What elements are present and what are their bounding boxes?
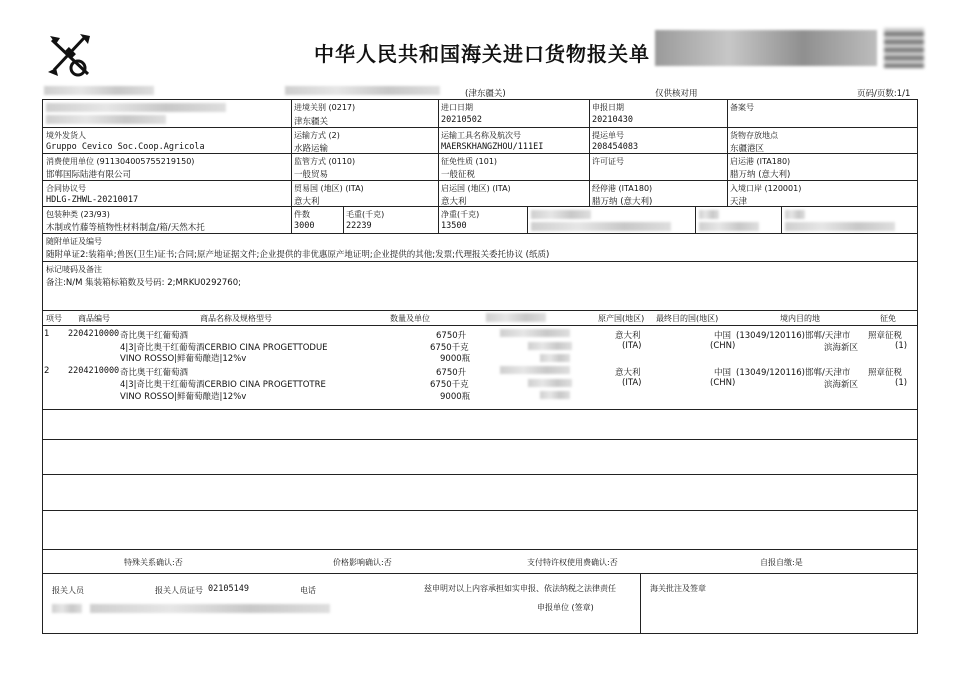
item-spec: 4|3|奇比奥干红葡萄酒CERBIO CINA PROGETTODUE (120, 343, 328, 353)
transport-value: 水路运输 (294, 144, 329, 154)
item-name: 奇比奥干红葡萄酒 (120, 368, 189, 378)
trade-country-value: 意大利 (294, 197, 320, 207)
redacted-price-3 (540, 354, 570, 362)
col-no: 项号 (46, 314, 62, 323)
item-qty-1: 6750升 (436, 331, 467, 341)
price-impact-confirm: 价格影响确认:否 (333, 558, 392, 567)
royalty-confirm: 支付特许权使用费确认:否 (527, 558, 618, 567)
page-indicator: 页码/页数:1/1 (857, 89, 911, 99)
gross-value: 22239 (346, 221, 372, 231)
col-dest: 最终目的国(地区) (656, 314, 719, 323)
qr-code-icon (884, 28, 924, 68)
item-code: 2204210000 (68, 329, 120, 339)
redacted-pre-entry-no (44, 86, 154, 95)
special-relation-confirm: 特殊关系确认:否 (124, 558, 183, 567)
marks-label: 标记唛码及备注 (46, 265, 102, 274)
storage-label: 货物存放地点 (730, 131, 778, 140)
record-no-label: 备案号 (730, 103, 754, 112)
via-port-label: 经停港 (ITA180) (592, 184, 653, 193)
redacted-consignee-2 (46, 115, 166, 124)
bl-label: 提运单号 (592, 131, 624, 140)
redacted-price-2 (528, 379, 572, 387)
col-domestic: 境内目的地 (780, 314, 820, 323)
phone-label: 电话 (300, 586, 316, 595)
pieces-value: 3000 (294, 221, 315, 231)
pieces-label: 件数 (294, 210, 310, 219)
origin-country-value: 意大利 (441, 197, 467, 207)
entry-port-value: 津东疆关 (294, 117, 329, 127)
redacted-consignee (46, 103, 226, 112)
col-levy: 征免 (880, 314, 896, 323)
item-qty-3: 9000瓶 (440, 392, 471, 402)
legal-statement: 兹申明对以上内容承担如实申报、依法纳税之法律责任 (424, 584, 616, 593)
net-value: 13500 (441, 221, 467, 231)
item-dest: 中国 (714, 331, 732, 341)
trade-country-label: 贸易国 (地区) (ITA) (294, 184, 364, 193)
redacted-misc-2 (785, 222, 895, 231)
via-port-value: 腊万纳 (意大利) (592, 197, 653, 207)
item-origin-code: (ITA) (622, 341, 642, 351)
item-spec-2: VINO ROSSO|鲜葡萄酿造|12%v (120, 392, 247, 402)
item-spec: 4|3|奇比奥干红葡萄酒CERBIO CINA PROGETTOTRE (120, 380, 326, 390)
import-date-value: 20210502 (441, 115, 482, 125)
item-dest-code: (CHN) (710, 341, 736, 351)
storage-value: 东疆港区 (730, 144, 765, 154)
entry-place-label: 入境口岸 (120001) (730, 184, 802, 193)
item-levy-code: (1) (895, 341, 908, 351)
declarant-label: 报关人员 (52, 586, 84, 595)
redacted-trade-terms (531, 210, 591, 219)
documents-label: 随附单证及编号 (46, 237, 102, 246)
import-date-label: 进口日期 (441, 103, 473, 112)
item-origin: 意大利 (615, 331, 641, 341)
consumer-value: 邯郸国际陆港有限公司 (46, 170, 132, 180)
item-domestic-2: 滨海新区 (824, 380, 859, 390)
item-no: 1 (44, 329, 50, 339)
vessel-value: MAERSKHANGZHOU/111EI (441, 142, 544, 152)
redacted-price (500, 329, 570, 337)
contract-label: 合同协议号 (46, 184, 86, 193)
redacted-declarant (52, 604, 82, 613)
redacted-price-3 (540, 391, 570, 399)
bl-value: 208454083 (592, 142, 639, 152)
item-levy: 照章征税 (868, 331, 903, 341)
contract-value: HDLG-ZHWL-20210017 (46, 195, 139, 205)
redacted-insurance (699, 210, 719, 219)
customs-note-label: 海关批注及签章 (650, 584, 706, 593)
redacted-declaring-unit (90, 604, 330, 613)
entry-port-label: 进境关别 (0217) (294, 103, 356, 112)
redacted-barcode (655, 30, 877, 66)
documents-value: 随附单证2:装箱单;兽医(卫生)证书;合同;原产地证据文件;企业提供的非优惠原产地证明;企业提供的其他;发票;代理报关委托协议 (纸质) (46, 250, 550, 260)
item-dest: 中国 (714, 368, 732, 378)
item-no: 2 (44, 366, 50, 376)
transport-label: 运输方式 (2) (294, 131, 340, 140)
item-qty-1: 6750升 (436, 368, 467, 378)
redacted-entry-no (285, 86, 440, 95)
redacted-price-2 (528, 342, 572, 350)
declare-date-value: 20210430 (592, 115, 633, 125)
item-spec-2: VINO ROSSO|鲜葡萄酿造|12%v (120, 354, 247, 364)
origin-country-label: 启运国 (地区) (ITA) (441, 184, 511, 193)
levy-value: 一般征税 (441, 170, 476, 180)
item-origin-code: (ITA) (622, 378, 642, 388)
item-qty-2: 6750千克 (430, 343, 469, 353)
consumer-label: 消费使用单位 (911304005755219150) (46, 157, 195, 166)
item-code: 2204210000 (68, 366, 120, 376)
supervision-value: 一般贸易 (294, 170, 329, 180)
col-origin: 原产国(地区) (598, 314, 645, 323)
redacted-freight (531, 222, 671, 231)
self-pay-confirm: 自报自缴:是 (760, 558, 803, 567)
supervision-label: 监管方式 (0110) (294, 157, 356, 166)
item-domestic-2: 滨海新区 (824, 343, 859, 353)
entry-place-value: 天津 (730, 197, 748, 207)
item-domestic: (13049/120116)邯郸/天津市 (736, 331, 851, 341)
consignor-value: Gruppo Cevico Soc.Coop.Agricola (46, 142, 205, 152)
item-levy: 照章征税 (868, 368, 903, 378)
declaring-unit-label: 申报单位 (签章) (537, 603, 594, 612)
col-qty: 数量及单位 (390, 314, 430, 323)
redacted-misc (785, 210, 805, 219)
gross-label: 毛重(千克) (346, 210, 385, 219)
reference-note: 仅供核对用 (655, 89, 698, 99)
redacted-price-header (486, 313, 546, 322)
package-value: 木制或竹藤等植物性材料制盒/箱/天然木托 (46, 223, 205, 233)
item-name: 奇比奥干红葡萄酒 (120, 331, 189, 341)
cert-label: 报关人员证号 (155, 586, 203, 595)
col-code: 商品编号 (78, 314, 110, 323)
vessel-label: 运输工具名称及航次号 (441, 131, 521, 140)
item-qty-3: 9000瓶 (440, 354, 471, 364)
package-label: 包装种类 (23/93) (46, 210, 110, 219)
redacted-price (500, 366, 570, 374)
net-label: 净重(千克) (441, 210, 480, 219)
departure-value: 腊万纳 (意大利) (730, 170, 791, 180)
item-dest-code: (CHN) (710, 378, 736, 388)
item-domestic: (13049/120116)邯郸/天津市 (736, 368, 851, 378)
levy-label: 征免性质 (101) (441, 157, 498, 166)
license-label: 许可证号 (592, 157, 624, 166)
cert-value: 02105149 (208, 584, 249, 594)
customs-area: (津东疆关) (465, 89, 506, 99)
item-qty-2: 6750千克 (430, 380, 469, 390)
consignor-label: 境外发货人 (46, 131, 86, 140)
customs-emblem-icon (44, 30, 96, 82)
item-levy-code: (1) (895, 378, 908, 388)
declare-date-label: 申报日期 (592, 103, 624, 112)
col-name: 商品名称及规格型号 (200, 314, 272, 323)
redacted-insurance-2 (699, 222, 759, 231)
marks-value: 备注:N/M 集装箱标箱数及号码: 2;MRKU0292760; (46, 278, 241, 288)
page-title: 中华人民共和国海关进口货物报关单 (314, 42, 650, 66)
item-origin: 意大利 (615, 368, 641, 378)
departure-label: 启运港 (ITA180) (730, 157, 791, 166)
